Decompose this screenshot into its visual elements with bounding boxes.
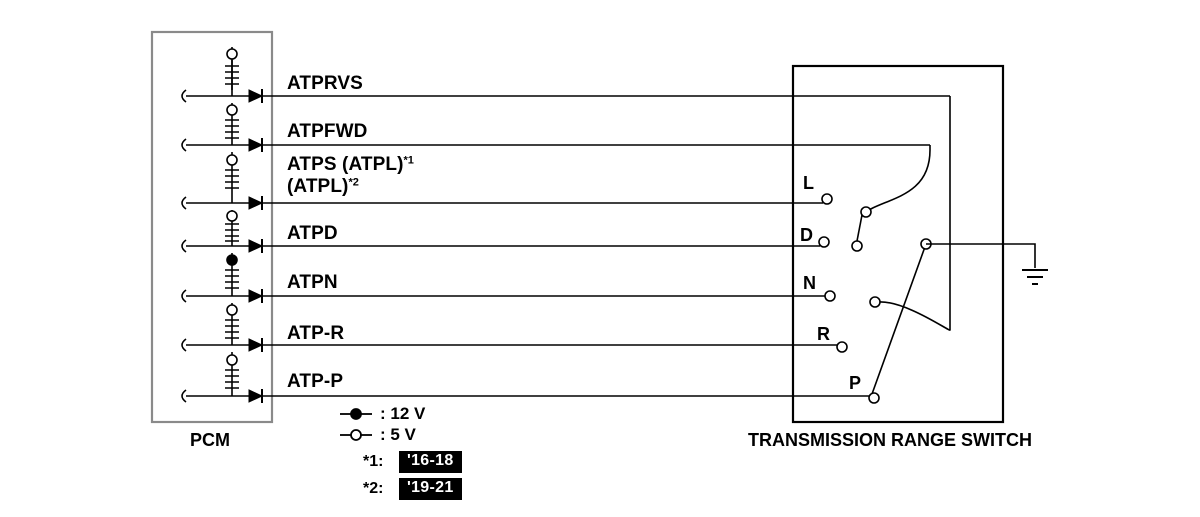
signal-label-atpl-alt xyxy=(287,176,359,198)
circuit-row-atps xyxy=(182,152,832,210)
transmission-range-switch-caption: TRANSMISSION RANGE SWITCH xyxy=(748,430,1033,450)
circuit-row-atp-r xyxy=(182,303,847,352)
signal-label-atpl-superscript: *2 xyxy=(348,176,359,189)
signal-label-atp-r: ATP-R xyxy=(287,323,345,344)
signal-label-atprvs: ATPRVS xyxy=(287,73,363,94)
legend-12v-text: : 12 V xyxy=(380,404,426,423)
signal-label-atpn: ATPN xyxy=(287,272,338,293)
gear-label-r: R xyxy=(817,324,830,344)
circuit-row-atpn xyxy=(182,253,835,303)
signal-label-atps xyxy=(287,154,414,176)
pcm-caption: PCM xyxy=(190,430,230,450)
pcm-box xyxy=(152,32,272,422)
footnote-1-marker: *1: xyxy=(363,453,384,470)
signal-label-atps-text: ATPS (ATPL) xyxy=(287,154,404,175)
signal-label-atpl-text: (ATPL) xyxy=(287,176,349,197)
signal-label-atpd: ATPD xyxy=(287,223,338,244)
range-switch-contacts xyxy=(852,96,1035,394)
signal-label-atps-superscript: *1 xyxy=(403,154,414,167)
footnote-1-chip: '16-18 xyxy=(399,451,462,473)
signal-label-atp-p: ATP-P xyxy=(287,371,344,392)
gear-label-p: P xyxy=(849,373,862,393)
gear-label-n: N xyxy=(803,273,816,293)
signal-label-atpfwd: ATPFWD xyxy=(287,121,368,142)
footnote-2-chip: '19-21 xyxy=(399,478,462,500)
gear-label-l: L xyxy=(803,173,814,193)
gear-label-d: D xyxy=(800,225,813,245)
ground-symbol xyxy=(1022,270,1048,284)
legend-symbols xyxy=(340,409,372,440)
legend-5v-text: : 5 V xyxy=(380,425,416,444)
circuit-row-atpd xyxy=(182,210,829,253)
footnote-2-marker: *2: xyxy=(363,480,384,497)
